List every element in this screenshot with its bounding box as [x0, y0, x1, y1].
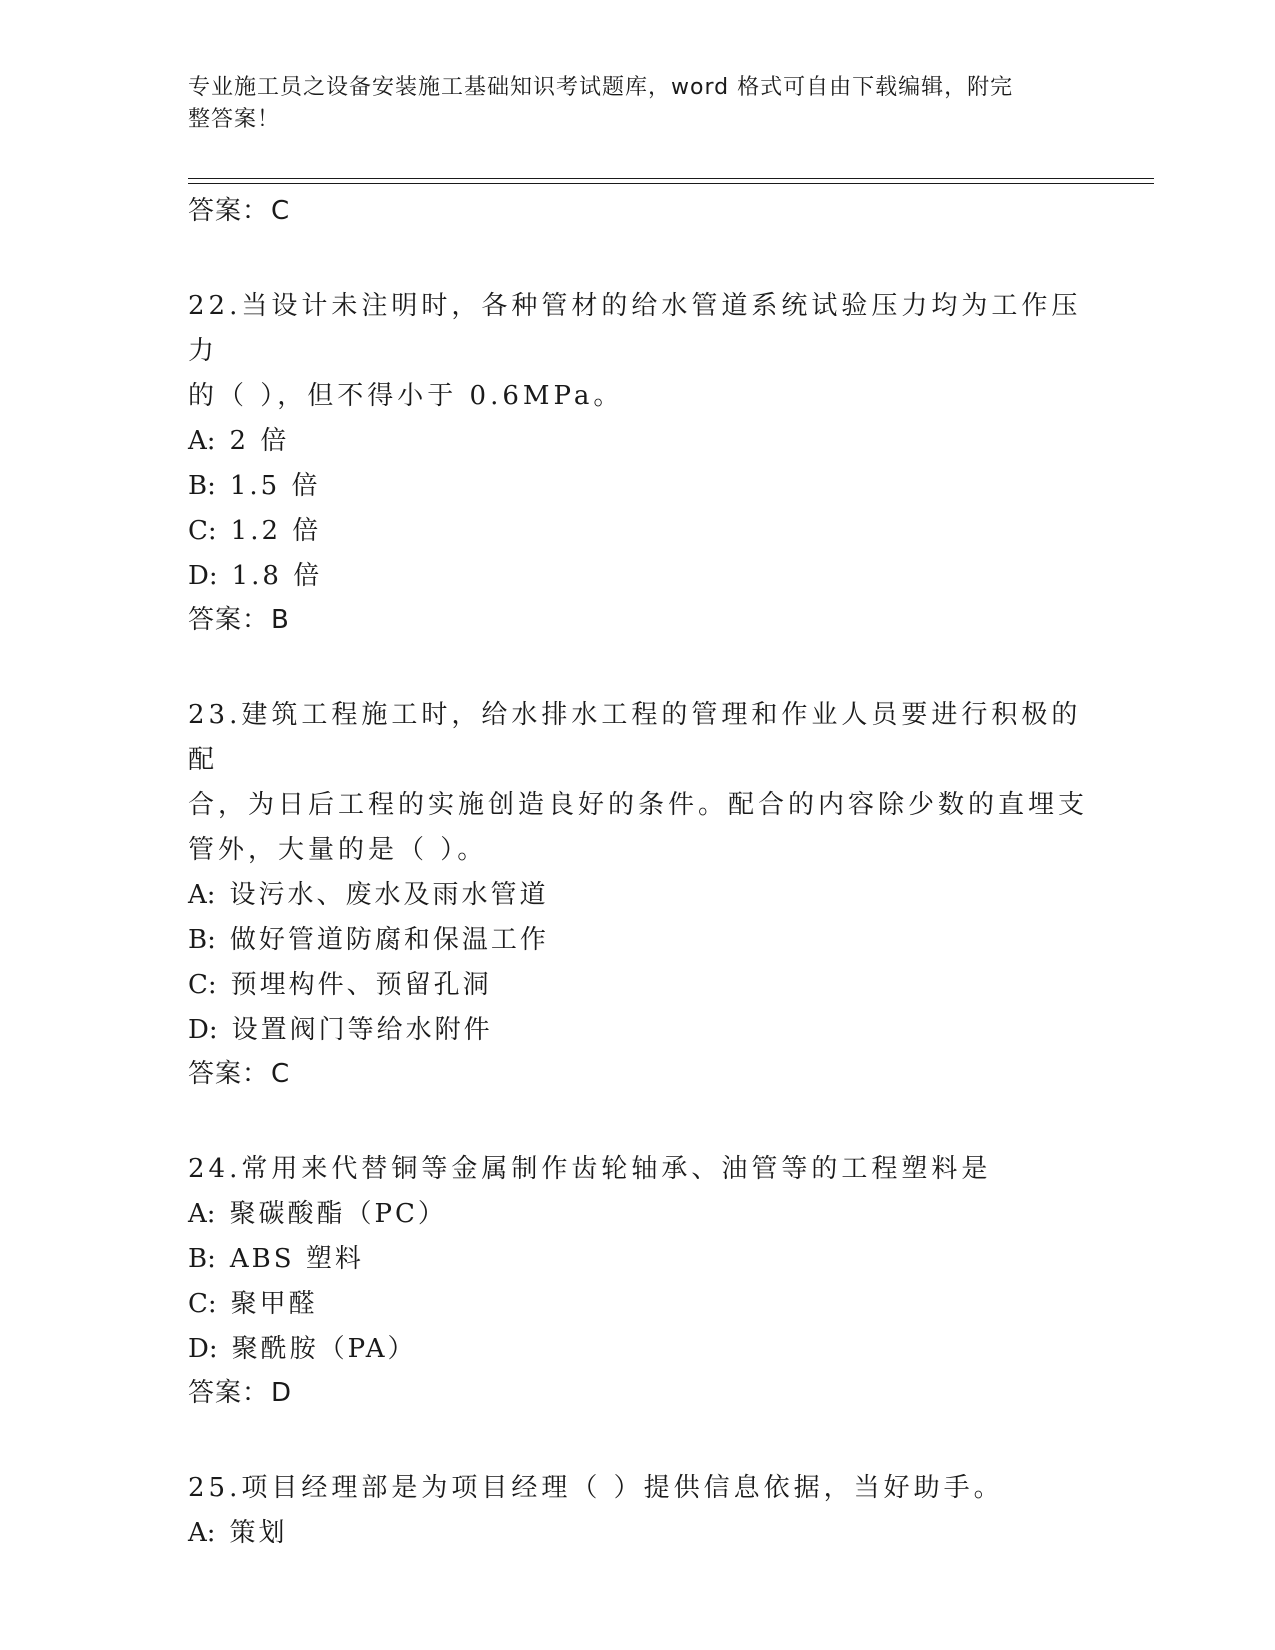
option-a: [188, 419, 1088, 464]
option-b: [188, 918, 1088, 963]
option-text: 聚甲醛: [230, 1289, 318, 1319]
option-key: C:: [188, 516, 217, 546]
answer-label: 答案：: [188, 1059, 270, 1089]
option-text: 预埋构件、预留孔洞: [230, 970, 492, 1000]
option-key: D:: [188, 561, 218, 591]
option-a: [188, 1192, 1088, 1237]
answer-label: 答案：: [188, 196, 270, 226]
answer-line: [188, 192, 1088, 226]
option-d: [188, 1327, 1088, 1372]
option-c: [188, 1282, 1088, 1327]
document-body: [188, 192, 1088, 1556]
option-key: B:: [188, 1244, 216, 1274]
header-rule-top: [188, 178, 1154, 179]
answer-line: [188, 1374, 1088, 1408]
option-key: C:: [188, 970, 217, 1000]
answer-label: 答案：: [188, 1378, 270, 1408]
option-key: A:: [188, 426, 216, 456]
option-key: B:: [188, 925, 216, 955]
option-d: [188, 1008, 1088, 1053]
header-rule-bottom: [188, 183, 1154, 184]
option-text: 1.2 倍: [230, 516, 322, 546]
option-c: [188, 963, 1088, 1008]
option-text: ABS 塑料: [229, 1244, 364, 1274]
answer-value: C: [271, 196, 290, 226]
option-text: 1.5 倍: [229, 471, 321, 501]
answer-value: C: [271, 1059, 290, 1089]
answer-line: [188, 601, 1088, 635]
header-line-2: 整答案！: [188, 107, 281, 132]
question-22: [188, 284, 1088, 635]
option-text: 2 倍: [229, 426, 290, 456]
option-key: A:: [188, 1199, 216, 1229]
option-key: C:: [188, 1289, 217, 1319]
question-text-line: 的（ ），但不得小于 0.6MPa。: [188, 381, 624, 411]
answer-value: D: [271, 1378, 292, 1408]
option-key: B:: [188, 471, 216, 501]
option-b: [188, 1237, 1088, 1282]
option-text: 设污水、废水及雨水管道: [229, 880, 549, 910]
question-text-line: 22.当设计未注明时，各种管材的给水管道系统试验压力均为工作压力: [188, 291, 1082, 366]
option-text: 做好管道防腐和保温工作: [229, 925, 549, 955]
option-a: [188, 873, 1088, 918]
option-c: [188, 509, 1088, 554]
answer-line: [188, 1055, 1088, 1089]
document-header: [188, 72, 1068, 136]
question-text-line: 23.建筑工程施工时，给水排水工程的管理和作业人员要进行积极的配: [188, 700, 1082, 775]
option-d: [188, 554, 1088, 599]
question-23: [188, 693, 1088, 1089]
option-b: [188, 464, 1088, 509]
question-text-line: 25.项目经理部是为项目经理（ ）提供信息依据，当好助手。: [188, 1473, 1004, 1503]
answer-label: 答案：: [188, 605, 270, 635]
question-25: [188, 1466, 1088, 1556]
option-text: 策划: [229, 1518, 288, 1548]
option-a: [188, 1511, 1088, 1556]
option-text: 聚酰胺（PA）: [231, 1334, 417, 1364]
option-text: 1.8 倍: [231, 561, 323, 591]
question-text-line: 管外，大量的是（ ）。: [188, 835, 488, 865]
answer-value: B: [271, 605, 289, 635]
header-line-1: 专业施工员之设备安装施工基础知识考试题库，word 格式可自由下载编辑，附完: [188, 75, 1014, 100]
question-text-line: 合，为日后工程的实施创造良好的条件。配合的内容除少数的直埋支: [188, 790, 1089, 820]
option-text: 聚碳酸酯（PC）: [229, 1199, 447, 1229]
option-key: D:: [188, 1015, 218, 1045]
option-text: 设置阀门等给水附件: [231, 1015, 493, 1045]
question-text-line: 24.常用来代替铜等金属制作齿轮轴承、油管等的工程塑料是: [188, 1154, 992, 1184]
option-key: A:: [188, 880, 216, 910]
option-key: A:: [188, 1518, 216, 1548]
option-key: D:: [188, 1334, 218, 1364]
question-24: [188, 1147, 1088, 1408]
